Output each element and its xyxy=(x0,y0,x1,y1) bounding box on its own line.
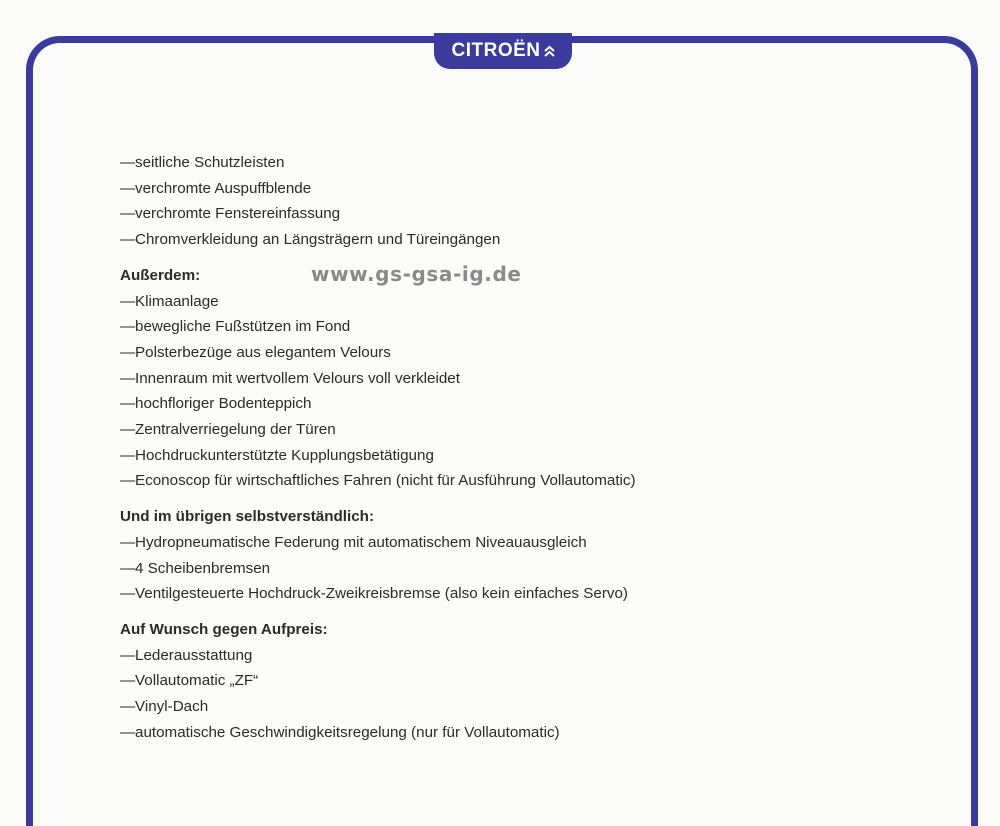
list-item: —Econoscop für wirtschaftliches Fahren (nicht für Ausführung Vollautomatic) xyxy=(120,468,636,494)
double-chevron-icon xyxy=(544,45,555,57)
list-item: —Hydropneumatische Federung mit automatischem Niveauausgleich xyxy=(120,530,636,556)
dash: — xyxy=(120,533,136,551)
list-group-ausserdem xyxy=(120,289,636,495)
dash: — xyxy=(120,205,136,223)
dash: — xyxy=(120,179,136,197)
list-item: —4 Scheibenbremsen xyxy=(120,556,636,582)
brand-header xyxy=(434,33,572,69)
list-item: —Innenraum mit wertvollem Velours voll verkleidet xyxy=(120,366,636,392)
list-item: —seitliche Schutzleisten xyxy=(120,150,636,176)
dash: — xyxy=(120,585,136,603)
dash: — xyxy=(120,698,136,716)
section-heading-ausserdem: Außerdem: xyxy=(120,266,201,284)
list-item: —hochfloriger Bodenteppich xyxy=(120,391,636,417)
dash: — xyxy=(120,723,136,741)
dash: — xyxy=(120,343,136,361)
dash: — xyxy=(120,154,136,171)
dash: — xyxy=(120,231,136,249)
dash: — xyxy=(120,395,136,413)
watermark-url: www.gs-gsa-ig.de xyxy=(311,262,522,286)
list-item: —Lederausstattung xyxy=(120,643,636,669)
list-item: —bewegliche Fußstützen im Fond xyxy=(120,314,636,340)
dash: — xyxy=(120,318,136,336)
list-item: —Vinyl-Dach xyxy=(120,694,636,720)
dash: — xyxy=(120,421,136,439)
dash: — xyxy=(120,559,136,577)
list-item: —automatische Geschwindigkeitsregelung (nur für Vollautomatic) xyxy=(120,720,636,746)
list-item: —Ventilgesteuerte Hochdruck-Zweikreisbremse (also kein einfaches Servo) xyxy=(120,581,636,607)
list-item: —Chromverkleidung an Längsträgern und Türeingängen xyxy=(120,227,636,253)
list-group-optional xyxy=(120,643,636,746)
list-item: —Polsterbezüge aus elegantem Velours xyxy=(120,340,636,366)
brand-logo-text: CITROËN xyxy=(451,40,541,61)
list-item: —Zentralverriegelung der Türen xyxy=(120,417,636,443)
list-group-equipment xyxy=(120,150,636,253)
dash: — xyxy=(120,446,136,464)
section-heading-standard: Und im übrigen selbstverständlich: xyxy=(120,508,375,526)
dash: — xyxy=(120,646,136,664)
dash: — xyxy=(120,472,136,490)
dash: — xyxy=(120,672,136,690)
list-item: —Klimaanlage xyxy=(120,289,636,315)
feature-list xyxy=(120,150,636,745)
section-heading-optional: Auf Wunsch gegen Aufpreis: xyxy=(120,620,328,638)
list-item: —verchromte Fenstereinfassung xyxy=(120,201,636,227)
list-item: —Vollautomatic „ZF“ xyxy=(120,668,636,694)
list-item: —Hochdruckunterstützte Kupplungsbetätigung xyxy=(120,443,636,469)
dash: — xyxy=(120,292,136,310)
list-group-standard xyxy=(120,530,636,607)
dash: — xyxy=(120,369,136,387)
list-item: —verchromte Auspuffblende xyxy=(120,176,636,202)
